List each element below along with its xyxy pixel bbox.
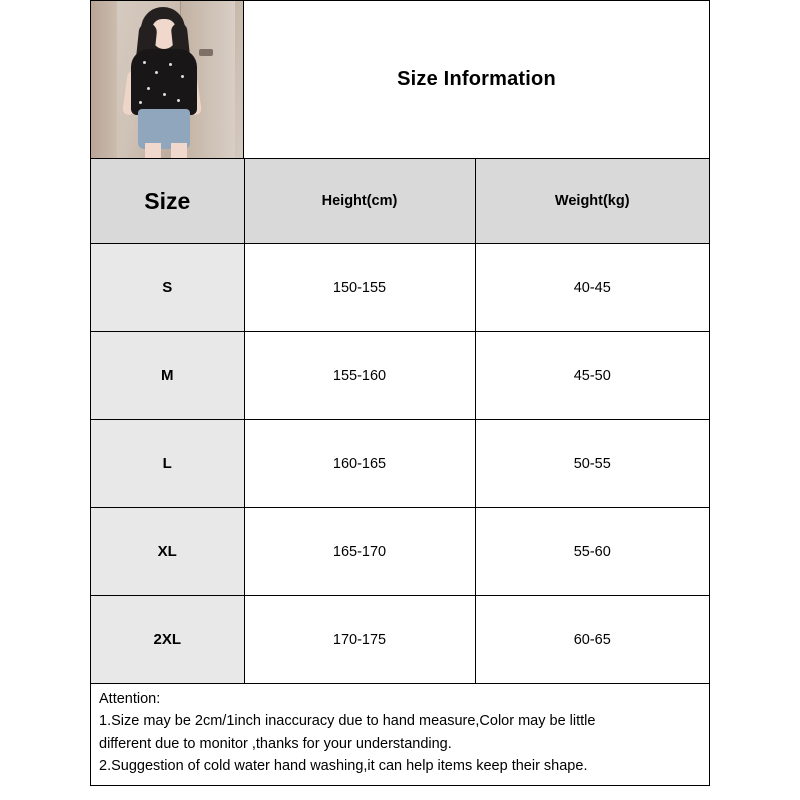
cell-weight: 40-45 [475, 244, 709, 332]
table-row [91, 244, 709, 332]
cell-weight: 45-50 [475, 332, 709, 420]
photo-door-handle [199, 49, 213, 56]
cell-height: 170-175 [244, 596, 475, 684]
cell-weight: 55-60 [475, 508, 709, 596]
chart-header [91, 1, 709, 159]
cell-weight: 60-65 [475, 596, 709, 684]
product-photo [91, 1, 244, 158]
photo-dot [169, 63, 172, 66]
attention-line-3: 2.Suggestion of cold water hand washing,it can help items keep their shape. [99, 758, 588, 775]
chart-title-text: Size Information [397, 68, 556, 90]
photo-dot [139, 101, 142, 104]
table-row [91, 508, 709, 596]
column-header-size: Size [91, 159, 244, 244]
cell-height: 165-170 [244, 508, 475, 596]
cell-height: 155-160 [244, 332, 475, 420]
column-header-weight: Weight(kg) [475, 159, 709, 244]
photo-model-top [131, 49, 197, 115]
cell-size: L [91, 420, 244, 508]
chart-title [244, 1, 709, 158]
cell-weight: 50-55 [475, 420, 709, 508]
photo-dot [163, 93, 166, 96]
table-row [91, 596, 709, 684]
table-row [91, 420, 709, 508]
photo-dot [147, 87, 150, 90]
attention-line-1: 1.Size may be 2cm/1inch inaccuracy due to hand measure,Color may be little [99, 713, 596, 730]
cell-height: 150-155 [244, 244, 475, 332]
photo-dot [143, 61, 146, 64]
size-chart-frame [90, 0, 710, 786]
attention-line-2: different due to monitor ,thanks for your understanding. [99, 735, 452, 752]
column-header-height: Height(cm) [244, 159, 475, 244]
attention-note [91, 684, 709, 784]
photo-dot [181, 75, 184, 78]
size-table [91, 159, 709, 684]
photo-model-leg-right [171, 143, 187, 158]
photo-model-leg-left [145, 143, 161, 158]
table-header-row [91, 159, 709, 244]
attention-title: Attention: [99, 691, 161, 707]
table-row [91, 332, 709, 420]
photo-dot [155, 71, 158, 74]
photo-wall [91, 1, 117, 158]
photo-dot [177, 99, 180, 102]
cell-size: XL [91, 508, 244, 596]
cell-size: S [91, 244, 244, 332]
cell-height: 160-165 [244, 420, 475, 508]
cell-size: 2XL [91, 596, 244, 684]
cell-size: M [91, 332, 244, 420]
